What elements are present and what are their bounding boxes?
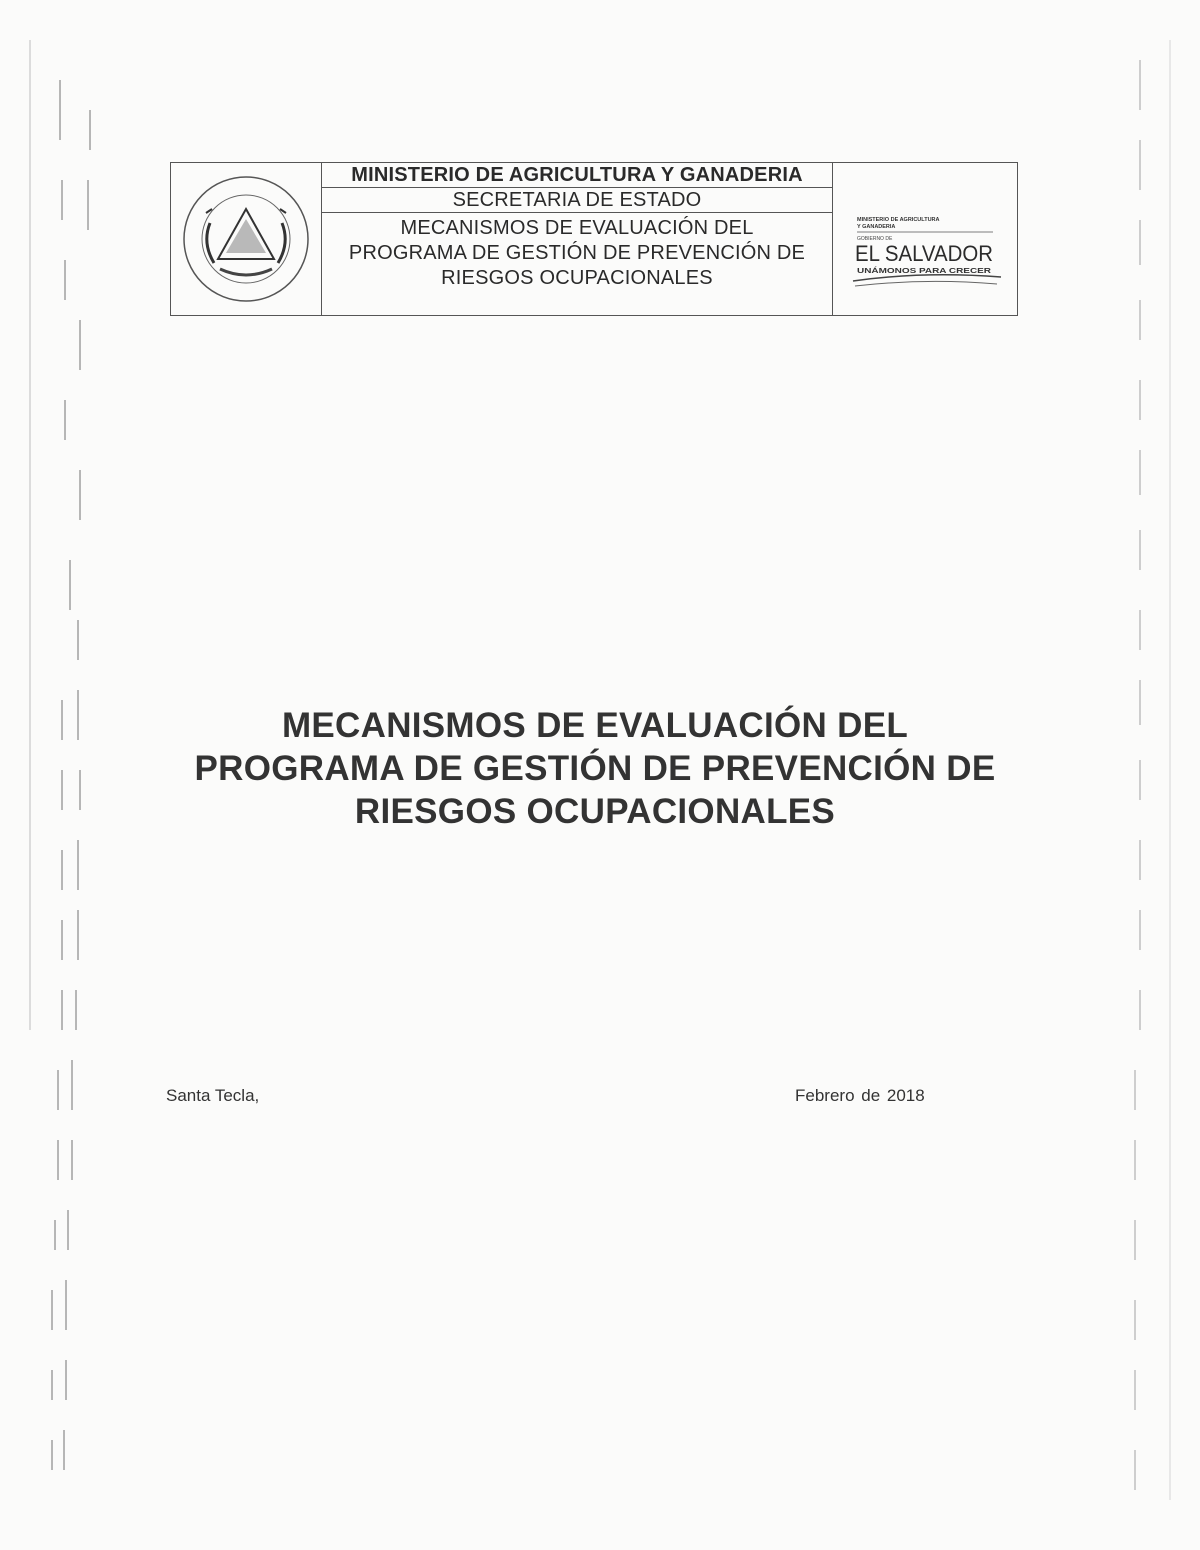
header-title-line: RIESGOS OCUPACIONALES — [441, 267, 713, 289]
coat-of-arms-seal-icon — [180, 173, 312, 305]
header-secretariat: SECRETARIA DE ESTADO — [322, 188, 832, 213]
header-ministry: MINISTERIO DE AGRICULTURA Y GANADERIA — [322, 163, 832, 188]
mag-el-salvador-logo — [845, 189, 1005, 289]
document-place: Santa Tecla, — [166, 1086, 260, 1105]
main-title-line: MECANISMOS DE EVALUACIÓN DEL — [281, 706, 909, 745]
document-date: Febrero de 2018 — [795, 1086, 925, 1105]
header-logo-cell — [833, 163, 1017, 315]
main-title-line: PROGRAMA DE GESTIÓN DE PREVENCIÓN DE — [194, 749, 996, 788]
header-title-line: MECANISMOS DE EVALUACIÓN DEL — [400, 217, 754, 239]
document-header-table — [170, 162, 1018, 316]
document-main-title — [100, 704, 1090, 833]
logo-slogan: UNÁMONOS PARA CRECER — [857, 268, 952, 275]
header-seal-cell — [171, 163, 322, 315]
logo-ministry-line-2: Y GANADERIA — [857, 224, 896, 230]
header-document-title — [322, 213, 832, 315]
logo-country-name: EL SALVADOR — [855, 241, 993, 266]
header-title-line: PROGRAMA DE GESTIÓN DE PREVENCIÓN DE — [348, 242, 806, 264]
logo-ministry-line-1: MINISTERIO DE AGRICULTURA — [857, 217, 940, 223]
logo-gobierno-line: GOBIERNO DE — [857, 236, 893, 242]
main-title-line: RIESGOS OCUPACIONALES — [354, 792, 836, 831]
header-title-cell — [322, 163, 833, 315]
